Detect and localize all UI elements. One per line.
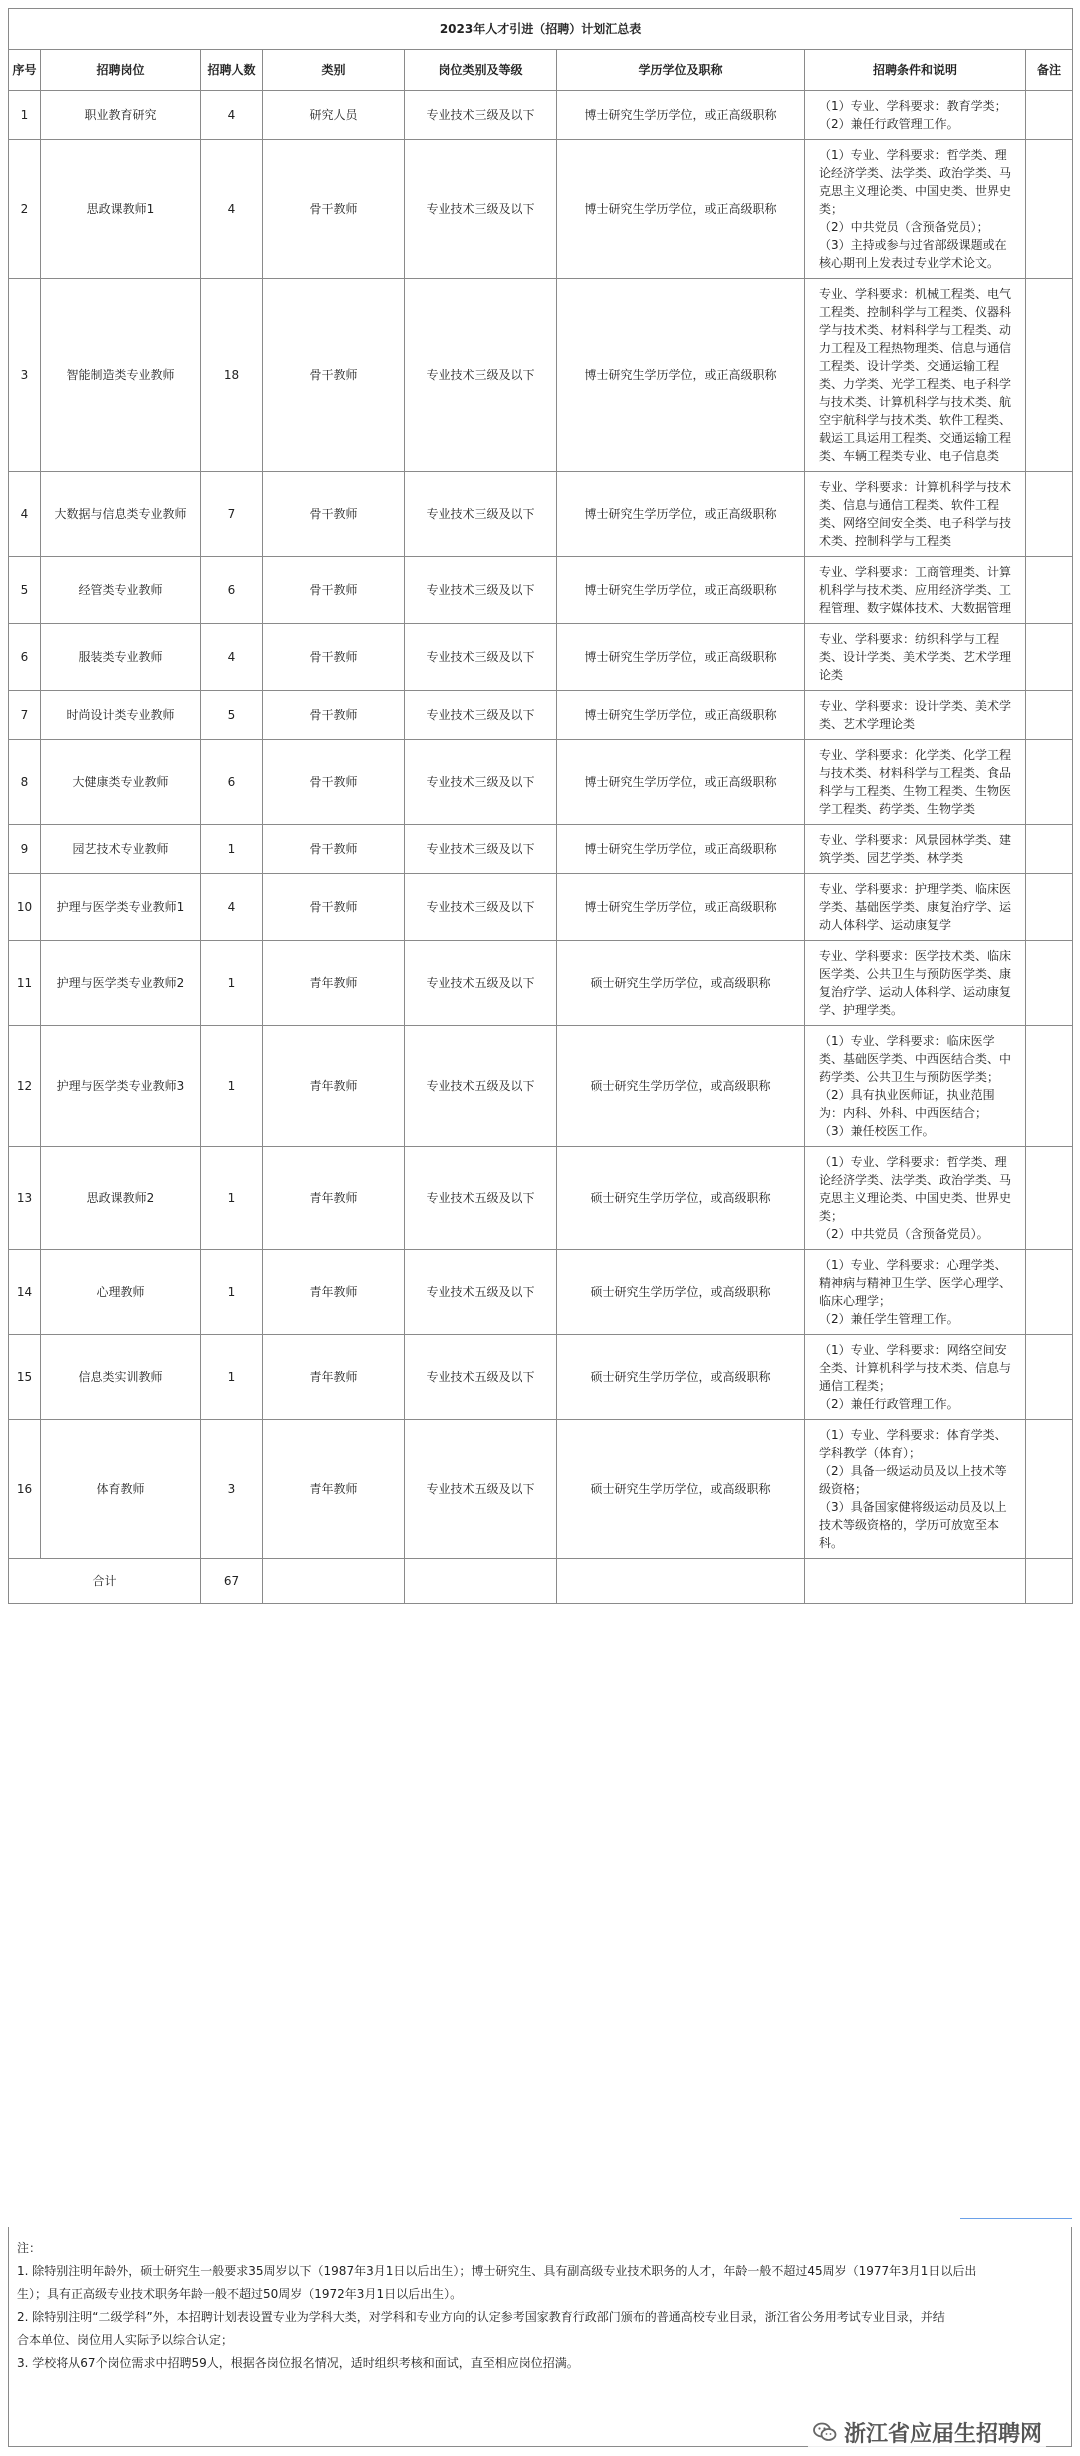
education-req: 硕士研究生学历学位，或高级职称 bbox=[557, 941, 805, 1026]
requirement-line: 类； bbox=[819, 202, 844, 216]
post-name: 信息类实训教师 bbox=[41, 1335, 201, 1420]
post-type: 骨干教师 bbox=[263, 557, 405, 624]
requirement-line: （1）专业、学科要求：网络空间安 bbox=[819, 1343, 1007, 1357]
requirement-line: 克思主义理论类、中国史类、世界史 bbox=[819, 184, 1012, 198]
header-no: 序号 bbox=[9, 50, 41, 91]
row-number: 11 bbox=[9, 941, 41, 1026]
hire-count: 1 bbox=[201, 941, 263, 1026]
education-req: 博士研究生学历学位，或正高级职称 bbox=[557, 691, 805, 740]
empty-cell bbox=[405, 1559, 557, 1604]
requirement-line: 专业、学科要求：护理学类、临床医 bbox=[819, 882, 1012, 896]
remark bbox=[1026, 941, 1073, 1026]
hire-count: 7 bbox=[201, 472, 263, 557]
post-name: 护理与医学类专业教师3 bbox=[41, 1026, 201, 1147]
remark bbox=[1026, 279, 1073, 472]
requirement-line: 为：内科、外科、中西医结合； bbox=[819, 1106, 988, 1120]
education-req: 博士研究生学历学位，或正高级职称 bbox=[557, 279, 805, 472]
requirement-line: 专业、学科要求：工商管理类、计算 bbox=[819, 565, 1012, 579]
requirement-line: 学科教学（体育）； bbox=[819, 1446, 922, 1460]
row-number: 13 bbox=[9, 1147, 41, 1250]
row-number: 2 bbox=[9, 140, 41, 279]
post-name: 大数据与信息类专业教师 bbox=[41, 472, 201, 557]
row-number: 14 bbox=[9, 1250, 41, 1335]
requirement-line: 论经济学类、法学类、政治学类、马 bbox=[819, 166, 1012, 180]
requirement-line: 专业、学科要求：纺织科学与工程 bbox=[819, 632, 1000, 646]
requirement-line: （1）专业、学科要求：临床医学 bbox=[819, 1034, 995, 1048]
post-type: 骨干教师 bbox=[263, 472, 405, 557]
watermark-text: 浙江省应届生招聘网 bbox=[843, 2421, 1042, 2447]
hire-count: 18 bbox=[201, 279, 263, 472]
header-row bbox=[9, 50, 1073, 91]
empty-cell bbox=[805, 1559, 1026, 1604]
requirement-line: 级资格； bbox=[819, 1482, 868, 1496]
post-name: 体育教师 bbox=[41, 1420, 201, 1559]
requirement-line: 机科学与技术类、应用经济学类、工 bbox=[819, 583, 1012, 597]
hire-count: 3 bbox=[201, 1420, 263, 1559]
requirements bbox=[805, 1026, 1026, 1147]
table-row bbox=[9, 557, 1073, 624]
remark bbox=[1026, 1250, 1073, 1335]
notes bbox=[8, 2227, 1072, 2447]
header-count: 招聘人数 bbox=[201, 50, 263, 91]
post-level: 专业技术三级及以下 bbox=[405, 91, 557, 140]
table-row bbox=[9, 140, 1073, 279]
requirement-line: （1）专业、学科要求：体育学类、 bbox=[819, 1428, 1007, 1442]
requirement-line: 力工程及工程热物理类、信息与通信 bbox=[819, 341, 1012, 355]
requirement-line: 复治疗学、运动人体科学、运动康复 bbox=[819, 985, 1012, 999]
wechat-logo-icon bbox=[812, 2419, 838, 2445]
requirement-line: 术类、控制科学与工程类 bbox=[819, 534, 952, 548]
requirement-line: 载运工具运用工程类、交通运输工程 bbox=[819, 431, 1012, 445]
remark bbox=[1026, 740, 1073, 825]
post-type: 骨干教师 bbox=[263, 874, 405, 941]
requirement-line: 学工程类、药学类、生物学类 bbox=[819, 802, 976, 816]
post-name: 经管类专业教师 bbox=[41, 557, 201, 624]
requirement-line: 专业、学科要求：化学类、化学工程 bbox=[819, 748, 1012, 762]
requirements bbox=[805, 91, 1026, 140]
post-type: 骨干教师 bbox=[263, 624, 405, 691]
remark bbox=[1026, 1147, 1073, 1250]
requirement-line: （1）专业、学科要求：哲学类、理 bbox=[819, 1155, 1007, 1169]
header-post: 招聘岗位 bbox=[41, 50, 201, 91]
requirements bbox=[805, 941, 1026, 1026]
requirement-line: 动人体科学、运动康复学 bbox=[819, 918, 952, 932]
hire-count: 6 bbox=[201, 740, 263, 825]
header-education: 学历学位及职称 bbox=[557, 50, 805, 91]
requirement-line: 类、信息与通信工程类、软件工程 bbox=[819, 498, 1000, 512]
requirement-line: （2）具有执业医师证，执业范围 bbox=[819, 1088, 995, 1102]
note-line: 2. 除特别注明“二级学科”外，本招聘计划表设置专业为学科大类，对学科和专业方向的认定参考国家教育行政部门颁布的普通高校专业目录，浙江省公务用考试专业目录，并结 bbox=[17, 2310, 945, 2324]
requirements bbox=[805, 140, 1026, 279]
requirements bbox=[805, 874, 1026, 941]
post-name: 心理教师 bbox=[41, 1250, 201, 1335]
header-level: 岗位类别及等级 bbox=[405, 50, 557, 91]
remark bbox=[1026, 1335, 1073, 1420]
requirement-line: 论类 bbox=[819, 668, 844, 682]
header-requirements: 招聘条件和说明 bbox=[805, 50, 1026, 91]
requirement-line: 与技术类、计算机科学与技术类、航 bbox=[819, 395, 1012, 409]
hire-count: 1 bbox=[201, 825, 263, 874]
total-count: 67 bbox=[201, 1559, 263, 1604]
education-req: 博士研究生学历学位，或正高级职称 bbox=[557, 91, 805, 140]
post-name: 服装类专业教师 bbox=[41, 624, 201, 691]
hire-count: 1 bbox=[201, 1026, 263, 1147]
post-type: 青年教师 bbox=[263, 941, 405, 1026]
remark bbox=[1026, 825, 1073, 874]
education-req: 硕士研究生学历学位，或高级职称 bbox=[557, 1147, 805, 1250]
hire-count: 5 bbox=[201, 691, 263, 740]
post-name: 护理与医学类专业教师1 bbox=[41, 874, 201, 941]
requirement-line: 类、网络空间安全类、电子科学与技 bbox=[819, 516, 1012, 530]
requirements bbox=[805, 691, 1026, 740]
empty-cell bbox=[1026, 1559, 1073, 1604]
table-row bbox=[9, 279, 1073, 472]
post-name: 思政课教师1 bbox=[41, 140, 201, 279]
note-line: 3. 学校将从67个岗位需求中招聘59人，根据各岗位报名情况，适时组织考核和面试，直至相应岗位招满。 bbox=[17, 2356, 579, 2370]
requirement-line: 核心期刊上发表过专业学术论文。 bbox=[819, 256, 1000, 270]
post-level: 专业技术三级及以下 bbox=[405, 691, 557, 740]
post-level: 专业技术三级及以下 bbox=[405, 740, 557, 825]
requirement-line: 科学与工程类、生物工程类、生物医 bbox=[819, 784, 1012, 798]
post-name: 职业教育研究 bbox=[41, 91, 201, 140]
requirements bbox=[805, 1250, 1026, 1335]
table-title: 2023年人才引进（招聘）计划汇总表 bbox=[9, 9, 1073, 50]
remark bbox=[1026, 624, 1073, 691]
requirements bbox=[805, 1147, 1026, 1250]
header-type: 类别 bbox=[263, 50, 405, 91]
requirement-line: 类、基础医学类、中西医结合类、中 bbox=[819, 1052, 1012, 1066]
education-req: 博士研究生学历学位，或正高级职称 bbox=[557, 140, 805, 279]
hire-count: 1 bbox=[201, 1250, 263, 1335]
requirement-line: 程管理、数字媒体技术、大数据管理 bbox=[819, 601, 1012, 615]
row-number: 7 bbox=[9, 691, 41, 740]
row-number: 5 bbox=[9, 557, 41, 624]
row-number: 4 bbox=[9, 472, 41, 557]
post-name: 时尚设计类专业教师 bbox=[41, 691, 201, 740]
requirement-line: 工程类、控制科学与工程类、仪器科 bbox=[819, 305, 1012, 319]
remark bbox=[1026, 691, 1073, 740]
table-row bbox=[9, 825, 1073, 874]
requirement-line: 类； bbox=[819, 1209, 844, 1223]
remark bbox=[1026, 874, 1073, 941]
requirement-line: 学类、基础医学类、康复治疗学、运 bbox=[819, 900, 1012, 914]
row-number: 6 bbox=[9, 624, 41, 691]
table-row bbox=[9, 1335, 1073, 1420]
row-number: 1 bbox=[9, 91, 41, 140]
post-type: 骨干教师 bbox=[263, 691, 405, 740]
post-type: 研究人员 bbox=[263, 91, 405, 140]
requirement-line: 专业、学科要求：机械工程类、电气 bbox=[819, 287, 1012, 301]
row-number: 16 bbox=[9, 1420, 41, 1559]
requirement-line: 专业、学科要求：设计学类、美术学 bbox=[819, 699, 1012, 713]
note-line: 1. 除特别注明年龄外，硕士研究生一般要求35周岁以下（1987年3月1日以后出生）；博士研究生、具有副高级专业技术职务的人才，年龄一般不超过45周岁（1977年3月1日以后出 bbox=[17, 2264, 977, 2278]
hire-count: 4 bbox=[201, 91, 263, 140]
requirements bbox=[805, 279, 1026, 472]
post-type: 骨干教师 bbox=[263, 825, 405, 874]
requirements bbox=[805, 740, 1026, 825]
post-type: 青年教师 bbox=[263, 1250, 405, 1335]
education-req: 博士研究生学历学位，或正高级职称 bbox=[557, 740, 805, 825]
table-row bbox=[9, 1420, 1073, 1559]
post-name: 护理与医学类专业教师2 bbox=[41, 941, 201, 1026]
requirement-line: （2）具备一级运动员及以上技术等 bbox=[819, 1464, 1007, 1478]
post-level: 专业技术五级及以下 bbox=[405, 1335, 557, 1420]
requirements bbox=[805, 1420, 1026, 1559]
requirement-line: 学与技术类、材料科学与工程类、动 bbox=[819, 323, 1012, 337]
requirement-line: 类、车辆工程类专业、电子信息类 bbox=[819, 449, 1000, 463]
post-level: 专业技术五级及以下 bbox=[405, 1026, 557, 1147]
remark bbox=[1026, 472, 1073, 557]
empty-cell bbox=[557, 1559, 805, 1604]
table-row bbox=[9, 874, 1073, 941]
row-number: 8 bbox=[9, 740, 41, 825]
requirement-line: 临床心理学； bbox=[819, 1294, 892, 1308]
table-row bbox=[9, 624, 1073, 691]
requirement-line: 学、护理学类。 bbox=[819, 1003, 904, 1017]
table-row bbox=[9, 691, 1073, 740]
post-type: 青年教师 bbox=[263, 1026, 405, 1147]
post-level: 专业技术三级及以下 bbox=[405, 825, 557, 874]
requirement-line: （1）专业、学科要求：心理学类、 bbox=[819, 1258, 1007, 1272]
empty-cell bbox=[263, 1559, 405, 1604]
post-type: 青年教师 bbox=[263, 1147, 405, 1250]
education-req: 硕士研究生学历学位，或高级职称 bbox=[557, 1026, 805, 1147]
requirement-line: 克思主义理论类、中国史类、世界史 bbox=[819, 1191, 1012, 1205]
requirements bbox=[805, 472, 1026, 557]
post-type: 青年教师 bbox=[263, 1335, 405, 1420]
remark bbox=[1026, 557, 1073, 624]
requirement-line: 类、设计学类、美术学类、艺术学理 bbox=[819, 650, 1012, 664]
post-level: 专业技术三级及以下 bbox=[405, 557, 557, 624]
requirement-line: 技术等级资格的，学历可放宽至本 bbox=[819, 1518, 1000, 1532]
annotation-line bbox=[960, 2218, 1072, 2219]
requirement-line: 全类、计算机科学与技术类、信息与 bbox=[819, 1361, 1012, 1375]
education-req: 博士研究生学历学位，或正高级职称 bbox=[557, 472, 805, 557]
remark bbox=[1026, 1420, 1073, 1559]
hire-count: 4 bbox=[201, 624, 263, 691]
requirement-line: 专业、学科要求：医学技术类、临床 bbox=[819, 949, 1012, 963]
table-row bbox=[9, 91, 1073, 140]
requirement-line: （2）中共党员（含预备党员）。 bbox=[819, 1227, 989, 1241]
requirements bbox=[805, 1335, 1026, 1420]
requirement-line: 专业、学科要求：风景园林学类、建 bbox=[819, 833, 1012, 847]
requirements bbox=[805, 624, 1026, 691]
education-req: 博士研究生学历学位，或正高级职称 bbox=[557, 557, 805, 624]
requirement-line: 与技术类、材料科学与工程类、食品 bbox=[819, 766, 1012, 780]
requirement-line: （3）具备国家健将级运动员及以上 bbox=[819, 1500, 1007, 1514]
post-level: 专业技术五级及以下 bbox=[405, 1250, 557, 1335]
post-type: 青年教师 bbox=[263, 1420, 405, 1559]
post-level: 专业技术三级及以下 bbox=[405, 472, 557, 557]
requirement-line: 药学类、公共卫生与预防医学类； bbox=[819, 1070, 1000, 1084]
education-req: 硕士研究生学历学位，或高级职称 bbox=[557, 1250, 805, 1335]
hire-count: 6 bbox=[201, 557, 263, 624]
post-level: 专业技术三级及以下 bbox=[405, 624, 557, 691]
requirement-line: （3）兼任校医工作。 bbox=[819, 1124, 935, 1138]
education-req: 博士研究生学历学位，或正高级职称 bbox=[557, 624, 805, 691]
requirement-line: 筑学类、园艺学类、林学类 bbox=[819, 851, 964, 865]
post-name: 园艺技术专业教师 bbox=[41, 825, 201, 874]
requirements bbox=[805, 825, 1026, 874]
requirements bbox=[805, 557, 1026, 624]
header-remark: 备注 bbox=[1026, 50, 1073, 91]
requirement-line: 专业、学科要求：计算机科学与技术 bbox=[819, 480, 1012, 494]
total-row bbox=[9, 1559, 1073, 1604]
recruitment-table bbox=[8, 8, 1073, 1604]
table-row bbox=[9, 941, 1073, 1026]
requirement-line: 类、艺术学理论类 bbox=[819, 717, 916, 731]
post-level: 专业技术五级及以下 bbox=[405, 941, 557, 1026]
post-type: 骨干教师 bbox=[263, 740, 405, 825]
education-req: 硕士研究生学历学位，或高级职称 bbox=[557, 1335, 805, 1420]
remark bbox=[1026, 91, 1073, 140]
requirement-line: （2）兼任行政管理工作。 bbox=[819, 117, 959, 131]
requirement-line: 精神病与精神卫生学、医学心理学、 bbox=[819, 1276, 1012, 1290]
post-level: 专业技术三级及以下 bbox=[405, 279, 557, 472]
hire-count: 4 bbox=[201, 140, 263, 279]
requirement-line: 工程类、设计学类、交通运输工程 bbox=[819, 359, 1000, 373]
requirement-line: 医学类、公共卫生与预防医学类、康 bbox=[819, 967, 1012, 981]
table-row bbox=[9, 472, 1073, 557]
education-req: 博士研究生学历学位，或正高级职称 bbox=[557, 825, 805, 874]
note-line: 生）；具有正高级专业技术职务年龄一般不超过50周岁（1972年3月1日以后出生）。 bbox=[17, 2287, 463, 2301]
note-line: 合本单位、岗位用人实际予以综合认定； bbox=[17, 2333, 234, 2347]
hire-count: 4 bbox=[201, 874, 263, 941]
row-number: 10 bbox=[9, 874, 41, 941]
requirement-line: 科。 bbox=[819, 1536, 844, 1550]
hire-count: 1 bbox=[201, 1147, 263, 1250]
requirement-line: 空宇航科学与技术类、软件工程类、 bbox=[819, 413, 1012, 427]
requirement-line: （3）主持或参与过省部级课题或在 bbox=[819, 238, 1007, 252]
row-number: 12 bbox=[9, 1026, 41, 1147]
post-name: 思政课教师2 bbox=[41, 1147, 201, 1250]
requirement-line: 通信工程类； bbox=[819, 1379, 892, 1393]
post-level: 专业技术三级及以下 bbox=[405, 140, 557, 279]
requirement-line: （1）专业、学科要求：教育学类； bbox=[819, 99, 1007, 113]
table-row bbox=[9, 1147, 1073, 1250]
table-row bbox=[9, 740, 1073, 825]
post-name: 智能制造类专业教师 bbox=[41, 279, 201, 472]
row-number: 3 bbox=[9, 279, 41, 472]
requirement-line: （2）兼任学生管理工作。 bbox=[819, 1312, 959, 1326]
post-level: 专业技术五级及以下 bbox=[405, 1420, 557, 1559]
post-type: 骨干教师 bbox=[263, 140, 405, 279]
requirement-line: （2）中共党员（含预备党员）； bbox=[819, 220, 989, 234]
table-row bbox=[9, 1026, 1073, 1147]
education-req: 硕士研究生学历学位，或高级职称 bbox=[557, 1420, 805, 1559]
remark bbox=[1026, 1026, 1073, 1147]
remark bbox=[1026, 140, 1073, 279]
requirement-line: 类、力学类、光学工程类、电子科学 bbox=[819, 377, 1012, 391]
requirement-line: （2）兼任行政管理工作。 bbox=[819, 1397, 959, 1411]
table-row bbox=[9, 1250, 1073, 1335]
hire-count: 1 bbox=[201, 1335, 263, 1420]
post-level: 专业技术三级及以下 bbox=[405, 874, 557, 941]
requirement-line: 论经济学类、法学类、政治学类、马 bbox=[819, 1173, 1012, 1187]
requirement-line: （1）专业、学科要求：哲学类、理 bbox=[819, 148, 1007, 162]
education-req: 博士研究生学历学位，或正高级职称 bbox=[557, 874, 805, 941]
row-number: 9 bbox=[9, 825, 41, 874]
row-number: 15 bbox=[9, 1335, 41, 1420]
total-label: 合计 bbox=[9, 1559, 201, 1604]
post-type: 骨干教师 bbox=[263, 279, 405, 472]
post-name: 大健康类专业教师 bbox=[41, 740, 201, 825]
watermark bbox=[808, 2417, 1046, 2447]
note-line: 注： bbox=[17, 2241, 42, 2255]
post-level: 专业技术五级及以下 bbox=[405, 1147, 557, 1250]
